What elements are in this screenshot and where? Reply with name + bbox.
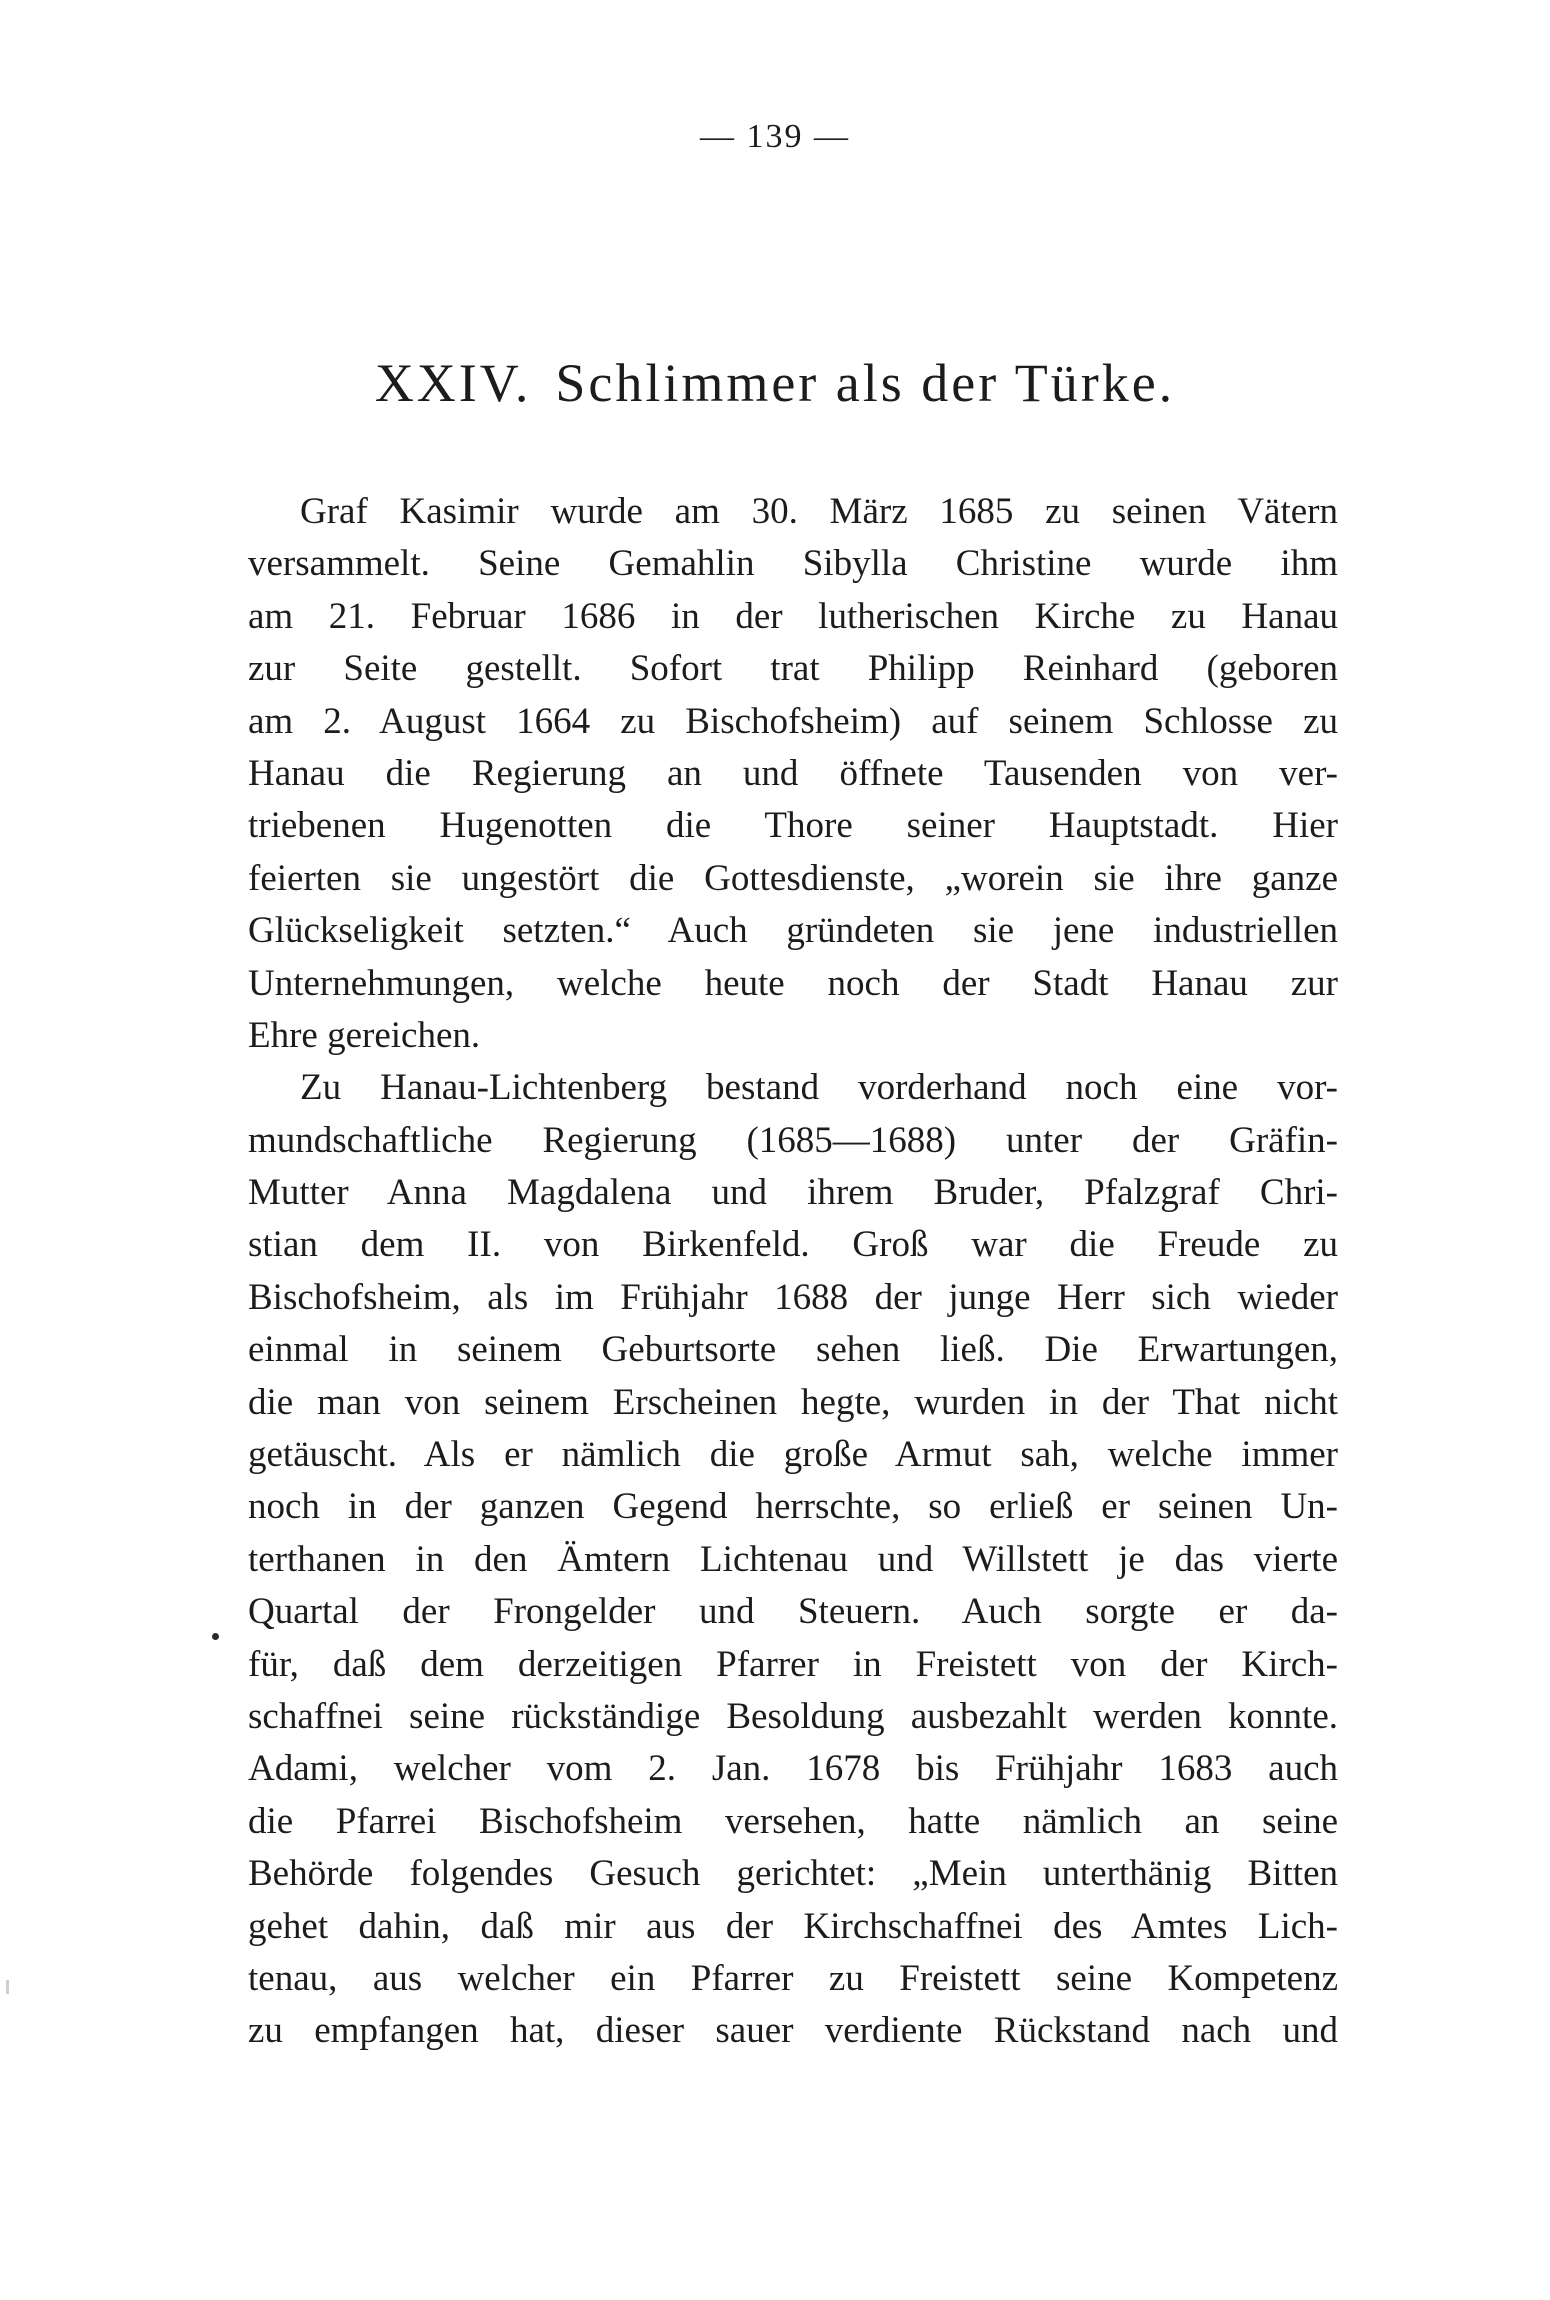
text-line: die man von seinem Erscheinen hegte, wurden in der That nicht <box>248 1381 1338 1423</box>
text-line: Graf Kasimir wurde am 30. März 1685 zu seinen Vätern <box>300 491 1338 532</box>
text-line: triebenen Hugenotten die Thore seiner Hauptstadt. Hier <box>248 805 1338 847</box>
text-line: Glückseligkeit setzten.“ Auch gründeten sie jene industriellen <box>248 910 1338 952</box>
margin-dot <box>212 1633 219 1640</box>
text-line: tenau, aus welcher ein Pfarrer zu Freistett seine Kompetenz <box>248 1957 1338 1999</box>
text-line: Ehre gereichen. <box>248 1014 481 1056</box>
scan-speck <box>6 1980 9 1994</box>
chapter-numeral: XXIV. <box>374 353 532 413</box>
text-line: terthanen in den Ämtern Lichtenau und Willstett je das vierte <box>248 1538 1338 1580</box>
text-line: am 21. Februar 1686 in der lutherischen Kirche zu Hanau <box>248 595 1338 637</box>
text-line: zu empfangen hat, dieser sauer verdiente Rückstand nach und <box>248 2010 1338 2052</box>
text-line: die Pfarrei Bischofsheim versehen, hatte nämlich an seine <box>248 1800 1338 1842</box>
text-line: schaffnei seine rückständige Besoldung ausbezahlt werden konnte. <box>248 1695 1338 1737</box>
text-line: versammelt. Seine Gemahlin Sibylla Christine wurde ihm <box>248 543 1338 585</box>
text-line: am 2. August 1664 zu Bischofsheim) auf seinem Schlosse zu <box>248 700 1338 742</box>
text-line: noch in der ganzen Gegend herrschte, so erließ er seinen Un- <box>248 1486 1338 1528</box>
text-line: Hanau die Regierung an und öffnete Tausenden von ver- <box>248 752 1338 794</box>
text-line: Bischofsheim, als im Frühjahr 1688 der junge Herr sich wieder <box>248 1276 1338 1318</box>
text-line: Adami, welcher vom 2. Jan. 1678 bis Frühjahr 1683 auch <box>248 1748 1338 1790</box>
text-line: stian dem II. von Birkenfeld. Groß war die Freude zu <box>248 1224 1338 1266</box>
chapter-title: Schlimmer als der Türke. <box>555 353 1176 413</box>
body-text <box>248 486 1338 2058</box>
text-line: Zu Hanau-Lichtenberg bestand vorderhand noch eine vor- <box>300 1067 1338 1109</box>
text-line: getäuscht. Als er nämlich die große Armut sah, welche immer <box>248 1434 1338 1476</box>
text-line: einmal in seinem Geburtsorte sehen ließ. Die Erwartungen, <box>248 1329 1338 1371</box>
text-line: Mutter Anna Magdalena und ihrem Bruder, Pfalzgraf Chri- <box>248 1172 1338 1214</box>
text-line: gehet dahin, daß mir aus der Kirchschaffnei des Amtes Lich- <box>248 1905 1338 1947</box>
chapter-heading <box>0 352 1550 414</box>
text-line: Unternehmungen, welche heute noch der Stadt Hanau zur <box>248 962 1338 1004</box>
text-line: zur Seite gestellt. Sofort trat Philipp Reinhard (geboren <box>248 648 1338 690</box>
text-line: feierten sie ungestört die Gottesdienste, „worein sie ihre ganze <box>248 857 1338 899</box>
text-line: Quartal der Frongelder und Steuern. Auch sorgte er da- <box>248 1591 1338 1633</box>
text-line: Behörde folgendes Gesuch gerichtet: „Mein unterthänig Bitten <box>248 1853 1338 1895</box>
text-line: mundschaftliche Regierung (1685—1688) unter der Gräfin- <box>248 1119 1338 1161</box>
text-line: für, daß dem derzeitigen Pfarrer in Freistett von der Kirch- <box>248 1643 1338 1685</box>
page-number: — 139 — <box>700 118 850 155</box>
